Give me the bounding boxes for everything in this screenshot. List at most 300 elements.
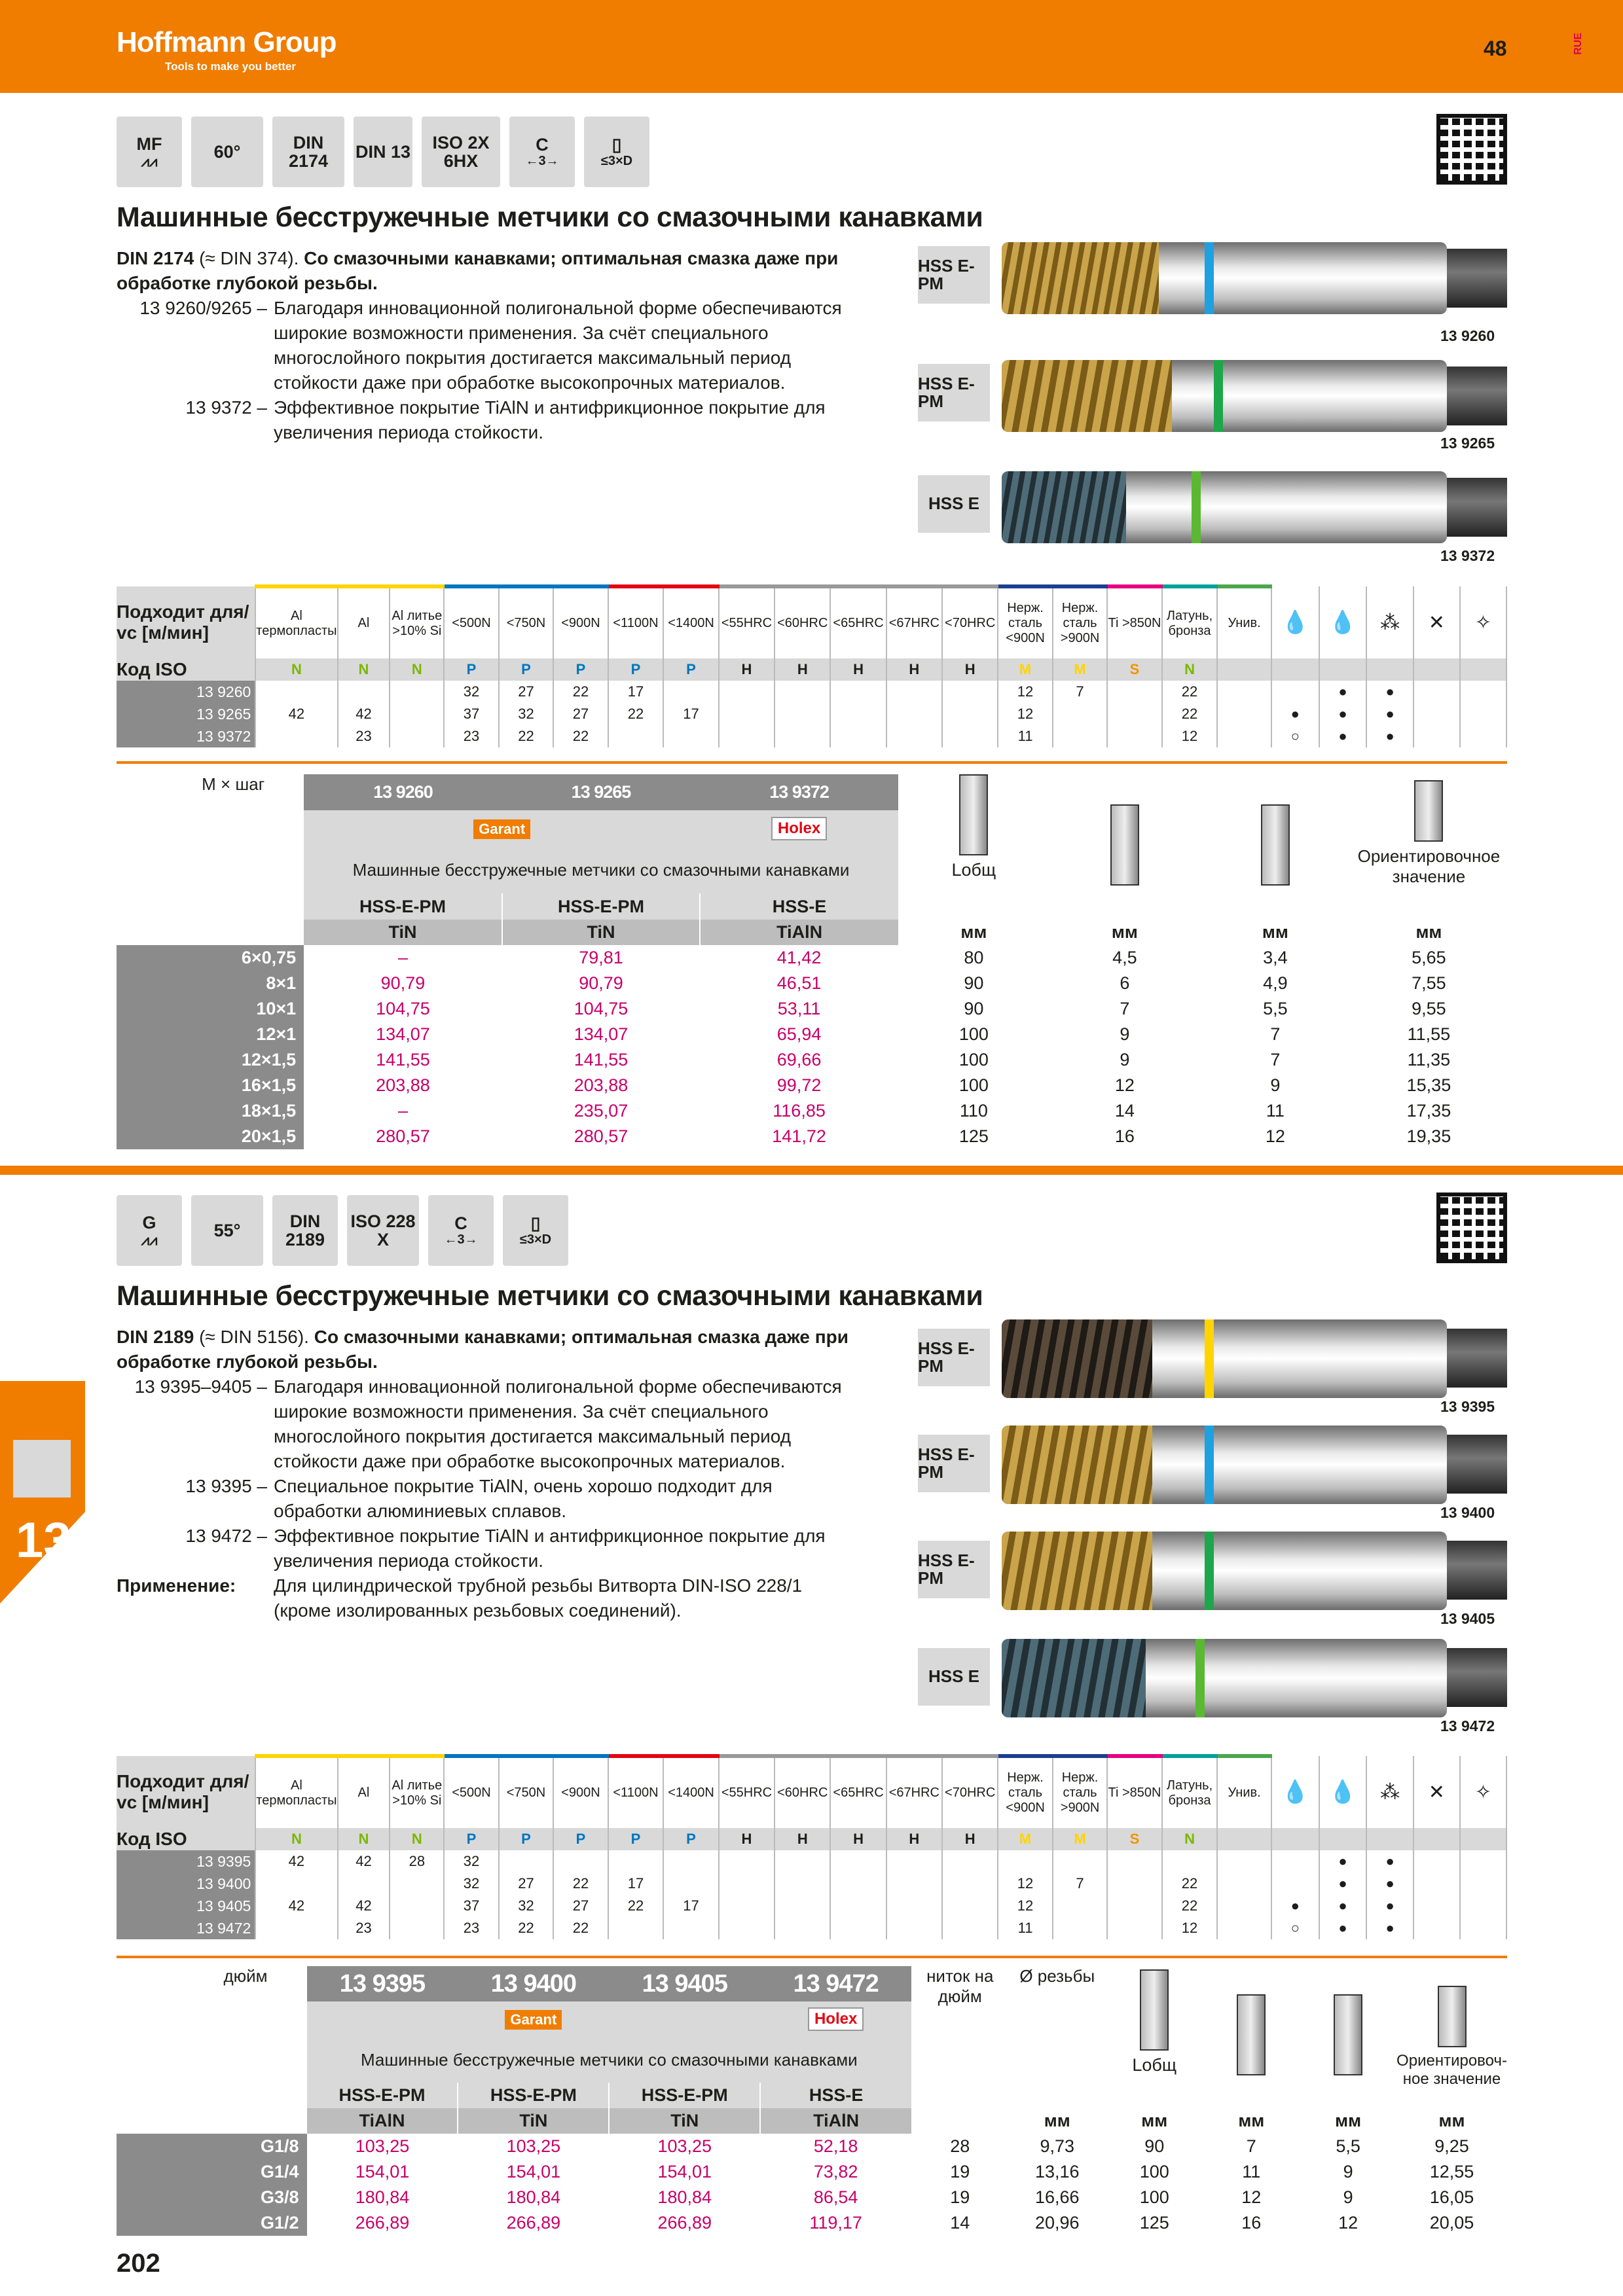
color-ring [1205, 1319, 1214, 1398]
color-ring [1192, 471, 1201, 543]
price: 41,42 [776, 948, 822, 967]
vc-value: 22 [553, 681, 608, 703]
vc-value: 22 [608, 703, 663, 725]
vc-value [338, 1873, 390, 1895]
row-code: 13 9472 [117, 1917, 255, 1939]
price: 53,11 [777, 999, 821, 1018]
square-size-icon [1261, 804, 1290, 886]
vc-value [1053, 1895, 1107, 1917]
vc-value [942, 703, 998, 725]
vc-value [942, 681, 998, 703]
dim-label: Ориентировочное значение [1357, 846, 1501, 886]
dim-value: 90 [1144, 2136, 1165, 2156]
material-col: Нерж. сталь >900N [1053, 1756, 1107, 1828]
row-code: 13 9372 [117, 725, 255, 747]
brand-tagline: Tools to make you better [165, 60, 296, 73]
vc-value: 37 [444, 703, 498, 725]
price-row[interactable] [117, 2210, 1507, 2236]
tool-code: 13 9395 [1440, 1398, 1495, 1415]
cooling-mark: ● [1271, 1895, 1319, 1917]
iso-code: N [338, 1828, 390, 1850]
article-number[interactable]: 13 9472 [760, 1966, 911, 2001]
intro-text: Со смазочными канавками; оптимальная смазка даже при обработке глубокой резьбы. [117, 1327, 848, 1372]
iso-code: P [608, 658, 663, 681]
vc-value [390, 725, 444, 747]
tap-shank [1447, 478, 1507, 537]
garant-logo: Garant [473, 819, 530, 839]
dim-header [1106, 1966, 1203, 2108]
vc-value: 11 [998, 1917, 1052, 1939]
vc-value [830, 1895, 886, 1917]
article-number[interactable]: 13 9372 [700, 774, 898, 810]
standard-ref: DIN 2174 [117, 248, 194, 268]
price-row[interactable] [117, 1098, 1507, 1124]
vc-value: 22 [1162, 703, 1218, 725]
cooling-mark: ● [1366, 1873, 1413, 1895]
coating-name: TiAlN [760, 2108, 911, 2134]
row-code: 13 9395 [117, 1850, 255, 1873]
price: 104,75 [574, 999, 629, 1018]
vc-value [719, 1917, 775, 1939]
vc-value: 22 [499, 1917, 553, 1939]
color-ring [1195, 1639, 1205, 1717]
thread-type-badge [117, 117, 182, 187]
badge-label: C [454, 1213, 467, 1234]
article-number[interactable]: 13 9405 [609, 1966, 760, 2001]
price: 104,75 [376, 999, 430, 1018]
cooling-mark [1460, 1850, 1506, 1873]
material-name: HSS-E [700, 893, 898, 920]
material-col: <1100N [608, 586, 663, 658]
material-col: Al термопласты [255, 1756, 337, 1828]
dim-value: 19 [950, 2162, 970, 2181]
price-row[interactable] [117, 945, 1507, 971]
suitability-table [117, 1754, 1507, 1939]
blind-hole-icon: ▯ [611, 135, 622, 155]
material-col: <67HRC [886, 586, 942, 658]
suit-label [117, 1756, 255, 1828]
suitability-table [117, 584, 1507, 747]
price: 154,01 [506, 2162, 561, 2181]
tool-code: 13 9405 [1440, 1610, 1495, 1627]
price: 203,88 [376, 1075, 430, 1095]
dim-label: Ориентировоч-ное значение [1396, 2052, 1507, 2088]
material-col: <67HRC [886, 1756, 942, 1828]
price-table [117, 1966, 1507, 2236]
material-col: <65HRC [830, 1756, 886, 1828]
price-row[interactable] [117, 1022, 1507, 1047]
dim-value: 4,5 [1112, 948, 1137, 967]
thread-size: 12×1,5 [117, 1047, 304, 1073]
table-divider [117, 761, 1507, 764]
holex-logo: Holex [808, 2007, 864, 2031]
dim-value: 11,35 [1407, 1050, 1451, 1069]
dim-value: 11 [1242, 2162, 1261, 2181]
vc-value [775, 1850, 830, 1873]
price: 99,72 [776, 1075, 822, 1095]
iso-code: H [719, 658, 775, 681]
vc-value [338, 681, 390, 703]
vc-value: 7 [1053, 681, 1107, 703]
vc-value [390, 1917, 444, 1939]
emulsion-icon: 💧 [1319, 1756, 1367, 1828]
vc-value [390, 681, 444, 703]
vc-value: 27 [499, 1873, 553, 1895]
price-row[interactable] [117, 1124, 1507, 1149]
price-row[interactable] [117, 2185, 1507, 2210]
thread-profile-icon: ⩘⩘ [141, 152, 158, 170]
material-col: Нерж. сталь <900N [998, 1756, 1052, 1828]
dim-value: 9,73 [1040, 2136, 1075, 2156]
color-ring [1205, 1426, 1214, 1504]
dim-value: 100 [1139, 2162, 1169, 2181]
vc-value: 22 [1162, 1873, 1218, 1895]
dim-value: 80 [964, 948, 984, 967]
dim-value: 100 [958, 1024, 989, 1044]
iso-code [1217, 1828, 1271, 1850]
iso-code: P [663, 658, 719, 681]
cooling-mark [1460, 681, 1506, 703]
price: 141,55 [376, 1050, 430, 1069]
article-number[interactable]: 13 9265 [502, 774, 701, 810]
vc-value: 32 [499, 703, 553, 725]
vc-value: 22 [553, 1917, 608, 1939]
vc-value [775, 1917, 830, 1939]
note-code: 13 9472 – [185, 1526, 267, 1546]
vc-value [499, 1850, 553, 1873]
dim-value: 11,55 [1407, 1024, 1451, 1044]
price-table [117, 774, 1507, 1149]
material-col: Ti >850N [1107, 586, 1161, 658]
dim-value: 9 [1120, 1050, 1130, 1069]
dim-value: 9,25 [1434, 2136, 1469, 2156]
brand-logo[interactable]: Hoffmann Group [117, 26, 337, 58]
dim-value: 19,35 [1406, 1126, 1451, 1146]
dim-value: 125 [1139, 2213, 1169, 2233]
thread-section [1002, 1426, 1152, 1504]
air-icon: ✧ [1460, 586, 1506, 658]
iso-code: N [390, 658, 444, 681]
qr-code[interactable] [1436, 1193, 1507, 1263]
price: 180,84 [657, 2187, 712, 2207]
dim-header [1351, 774, 1507, 920]
dim-value: 7,55 [1412, 973, 1446, 993]
iso-code: N [255, 658, 337, 681]
material-col: <60HRC [775, 586, 830, 658]
tool-code: 13 9265 [1440, 435, 1495, 452]
dim-value: 125 [958, 1126, 989, 1146]
vc-value: 22 [499, 725, 553, 747]
vc-value [663, 681, 719, 703]
vc-value: 37 [444, 1895, 498, 1917]
unit-label: мм [1111, 922, 1138, 942]
cooling-mark [1413, 725, 1460, 747]
iso-code: P [608, 1828, 663, 1850]
vc-value [942, 1850, 998, 1873]
vc-value: 23 [338, 1917, 390, 1939]
dim-value: 12 [1241, 2187, 1262, 2207]
price: 266,89 [657, 2213, 712, 2233]
price: 65,94 [776, 1024, 822, 1044]
vc-value: 27 [553, 703, 608, 725]
iso-code: N [1162, 658, 1218, 681]
article-number[interactable]: 13 9395 [307, 1966, 458, 2001]
dim-value: 12,55 [1429, 2162, 1474, 2181]
cooling-mark: ● [1319, 1850, 1367, 1873]
chamfer-badge [428, 1195, 494, 1266]
thread-section [1002, 1639, 1146, 1717]
vc-value: 12 [998, 1895, 1052, 1917]
material-col: <1100N [608, 1756, 663, 1828]
material-col: <750N [499, 1756, 553, 1828]
description [117, 1325, 869, 1623]
iso-code: P [553, 658, 608, 681]
cooling-mark: ● [1366, 1895, 1413, 1917]
color-ring [1214, 360, 1223, 432]
vc-value [1107, 681, 1161, 703]
price: 90,79 [579, 973, 623, 993]
cooling-mark [1460, 703, 1506, 725]
vc-value [886, 1873, 942, 1895]
vc-value: 22 [1162, 1895, 1218, 1917]
vc-value [1217, 1917, 1271, 1939]
vc-value [663, 1917, 719, 1939]
angle-badge [191, 117, 263, 187]
iso-code: H [830, 658, 886, 681]
dim-value: 19 [950, 2187, 970, 2207]
price: 235,07 [574, 1101, 629, 1121]
iso-code: M [998, 1828, 1052, 1850]
material-col: <1400N [663, 1756, 719, 1828]
material-col: Al литье >10% Si [390, 586, 444, 658]
price-row[interactable] [117, 2159, 1507, 2185]
price-row[interactable] [117, 971, 1507, 996]
row-code: 13 9265 [117, 703, 255, 725]
iso-code: M [998, 658, 1052, 681]
dim-value: 7 [1270, 1050, 1281, 1069]
col-header: Ø резьбы [1019, 1966, 1095, 1986]
iso-code: P [663, 1828, 719, 1850]
vc-value [830, 703, 886, 725]
qr-code[interactable] [1436, 114, 1507, 185]
vc-value [1053, 703, 1107, 725]
material-col: Al [338, 586, 390, 658]
tool-code: 13 9472 [1440, 1717, 1495, 1734]
din-badge [272, 117, 344, 187]
iso-code: P [499, 1828, 553, 1850]
cooling-mark: ● [1319, 1895, 1367, 1917]
vc-value [942, 725, 998, 747]
material-col: <55HRC [719, 586, 775, 658]
vc-value [608, 1850, 663, 1873]
brand-cell [307, 2001, 761, 2037]
vc-value: 42 [338, 703, 390, 725]
vc-value: 17 [608, 1873, 663, 1895]
iso-code: H [775, 1828, 830, 1850]
unit-label: мм [1335, 2111, 1362, 2130]
cooling-mark: ● [1271, 703, 1319, 725]
coating-name: TiN [609, 2108, 760, 2134]
iso-code: H [942, 658, 998, 681]
unit-label: мм [1438, 2111, 1465, 2130]
material-name: HSS-E-PM [307, 2083, 458, 2108]
badge-label: 60° [213, 141, 241, 162]
depth-badge [503, 1195, 568, 1266]
tap-length-icon [959, 774, 988, 855]
suit-row [117, 725, 1506, 747]
thread-size: 8×1 [117, 971, 304, 996]
product-name: Машинные бесстружечные метчики со смазочными канавками [304, 846, 898, 893]
iso-code: H [775, 658, 830, 681]
shank-diameter-icon [1237, 1994, 1266, 2075]
thread-size: G1/4 [117, 2159, 307, 2185]
dry-icon: ✕ [1413, 586, 1460, 658]
price: 46,51 [776, 973, 822, 993]
vc-value: 27 [553, 1895, 608, 1917]
iso-code: N [255, 1828, 337, 1850]
iso-code: S [1107, 658, 1161, 681]
dim-value: 20,96 [1034, 2213, 1080, 2233]
cooling-mark: ● [1319, 725, 1367, 747]
dim-value: 5,65 [1412, 948, 1446, 967]
thread-section [1002, 242, 1159, 314]
thread-section [1002, 471, 1126, 543]
thread-size: 20×1,5 [117, 1124, 304, 1149]
cooling-mark: ● [1319, 1917, 1367, 1939]
cooling-mark [1460, 725, 1506, 747]
cooling-mark [1460, 1895, 1506, 1917]
oil-drop-icon: 💧 [1271, 586, 1319, 658]
price: 180,84 [355, 2187, 410, 2207]
material-label: HSS E-PM [918, 364, 990, 422]
price: – [397, 1101, 408, 1121]
price-row[interactable] [117, 1073, 1507, 1098]
badge-label: DIN 13 [355, 141, 411, 162]
vc-value [775, 681, 830, 703]
badge-label: DIN 2189 [285, 1211, 325, 1249]
holex-logo: Holex [771, 817, 827, 840]
row-code: 13 9260 [117, 681, 255, 703]
vc-value [1053, 1917, 1107, 1939]
material-name: HSS-E-PM [458, 2083, 609, 2108]
price-row[interactable] [117, 2134, 1507, 2159]
article-number[interactable]: 13 9260 [304, 774, 502, 810]
iso-code: H [886, 658, 942, 681]
tool-code: 13 9372 [1440, 547, 1495, 564]
price-row[interactable] [117, 996, 1507, 1022]
material-col: Латунь, бронза [1162, 1756, 1218, 1828]
size-header: M × шаг [202, 774, 265, 794]
dim-header [1049, 774, 1200, 920]
dim-value: 9 [1343, 2187, 1353, 2207]
table-divider [117, 1956, 1507, 1958]
badge-label: ←3→ [444, 1232, 478, 1247]
vc-value: 17 [608, 681, 663, 703]
vc-value: 12 [1162, 725, 1218, 747]
vc-value [886, 725, 942, 747]
oil-drop-icon: 💧 [1271, 1756, 1319, 1828]
price: 141,72 [772, 1126, 826, 1146]
vc-value [886, 703, 942, 725]
material-label: HSS E-PM [918, 1541, 990, 1598]
vc-value: 7 [1053, 1873, 1107, 1895]
dim-value: 16,05 [1429, 2187, 1474, 2207]
vc-value [886, 1917, 942, 1939]
badge-label: C [536, 135, 549, 155]
dim-value: 12 [1338, 2213, 1359, 2233]
vc-value [775, 725, 830, 747]
dim-value: 100 [958, 1050, 989, 1069]
vc-value: 27 [499, 681, 553, 703]
badge-label: ISO 228 X [350, 1211, 416, 1249]
cooling-mark [1413, 681, 1460, 703]
material-col: <60HRC [775, 1756, 830, 1828]
note-code: Применение: [117, 1575, 236, 1596]
thread-size: 10×1 [117, 996, 304, 1022]
section-divider [0, 1166, 1623, 1175]
description [117, 246, 869, 445]
material-label: HSS E-PM [918, 246, 990, 304]
badge-label: ≤3×D [519, 1232, 552, 1247]
dim-value: 16,66 [1034, 2187, 1080, 2207]
air-icon: ✧ [1460, 1756, 1506, 1828]
drill-hole-icon [1414, 780, 1443, 842]
vc-value [830, 1850, 886, 1873]
vc-value: 23 [444, 1917, 498, 1939]
dim-value: 100 [1139, 2187, 1169, 2207]
cooling-mark [1413, 1873, 1460, 1895]
vc-value [1217, 681, 1271, 703]
vc-value [390, 1873, 444, 1895]
price: 103,25 [657, 2136, 712, 2156]
vc-value [775, 1895, 830, 1917]
section-title: Машинные бесстружечные метчики со смазочными канавками [117, 1280, 983, 1312]
unit-label: мм [1262, 922, 1288, 942]
article-number[interactable]: 13 9400 [458, 1966, 609, 2001]
product-name: Машинные бесстружечные метчики со смазочными канавками [307, 2037, 912, 2083]
suit-row [117, 1850, 1506, 1873]
dim-value: 9 [1343, 2162, 1353, 2181]
material-col: <750N [499, 586, 553, 658]
dim-value: 13,16 [1034, 2162, 1080, 2181]
dim-value: 90 [964, 973, 984, 993]
vc-value: 42 [338, 1850, 390, 1873]
note-text: Эффективное покрытие TiAlN и антифрикционное покрытие для увеличения периода стойкости. [274, 1526, 826, 1571]
note-text: Для цилиндрической трубной резьбы Витворта DIN-ISO 228/1 (кроме изолированных резьбовых соединений). [274, 1575, 803, 1621]
color-ring [1205, 1532, 1214, 1610]
material-col: Ti >850N [1107, 1756, 1161, 1828]
dim-value: 15,35 [1406, 1075, 1451, 1095]
suit-row [117, 703, 1506, 725]
price: 52,18 [813, 2136, 858, 2156]
vc-value [886, 1850, 942, 1873]
din-badge [272, 1195, 338, 1266]
vc-value [886, 1895, 942, 1917]
cooling-mark [1271, 1850, 1319, 1873]
note-code: 13 9372 – [185, 397, 267, 418]
drill-hole-icon [1438, 1986, 1467, 2047]
thread-size: 12×1 [117, 1022, 304, 1047]
price: 73,82 [813, 2162, 858, 2181]
vc-value [830, 725, 886, 747]
vc-value [1107, 703, 1161, 725]
note-text: Благодаря инновационной полигональной форме обеспечиваются широкие возможности применения. За счёт специального многослойного покрытия достигается максимальный период стойкости даже при обработке высокопрочных материалов. [274, 1376, 842, 1471]
tap-shank [1447, 367, 1507, 425]
coating-name: TiAlN [700, 920, 898, 945]
dim-header [1396, 1966, 1507, 2108]
badge-label: ≤3×D [600, 153, 633, 168]
price-row[interactable] [117, 1047, 1507, 1073]
